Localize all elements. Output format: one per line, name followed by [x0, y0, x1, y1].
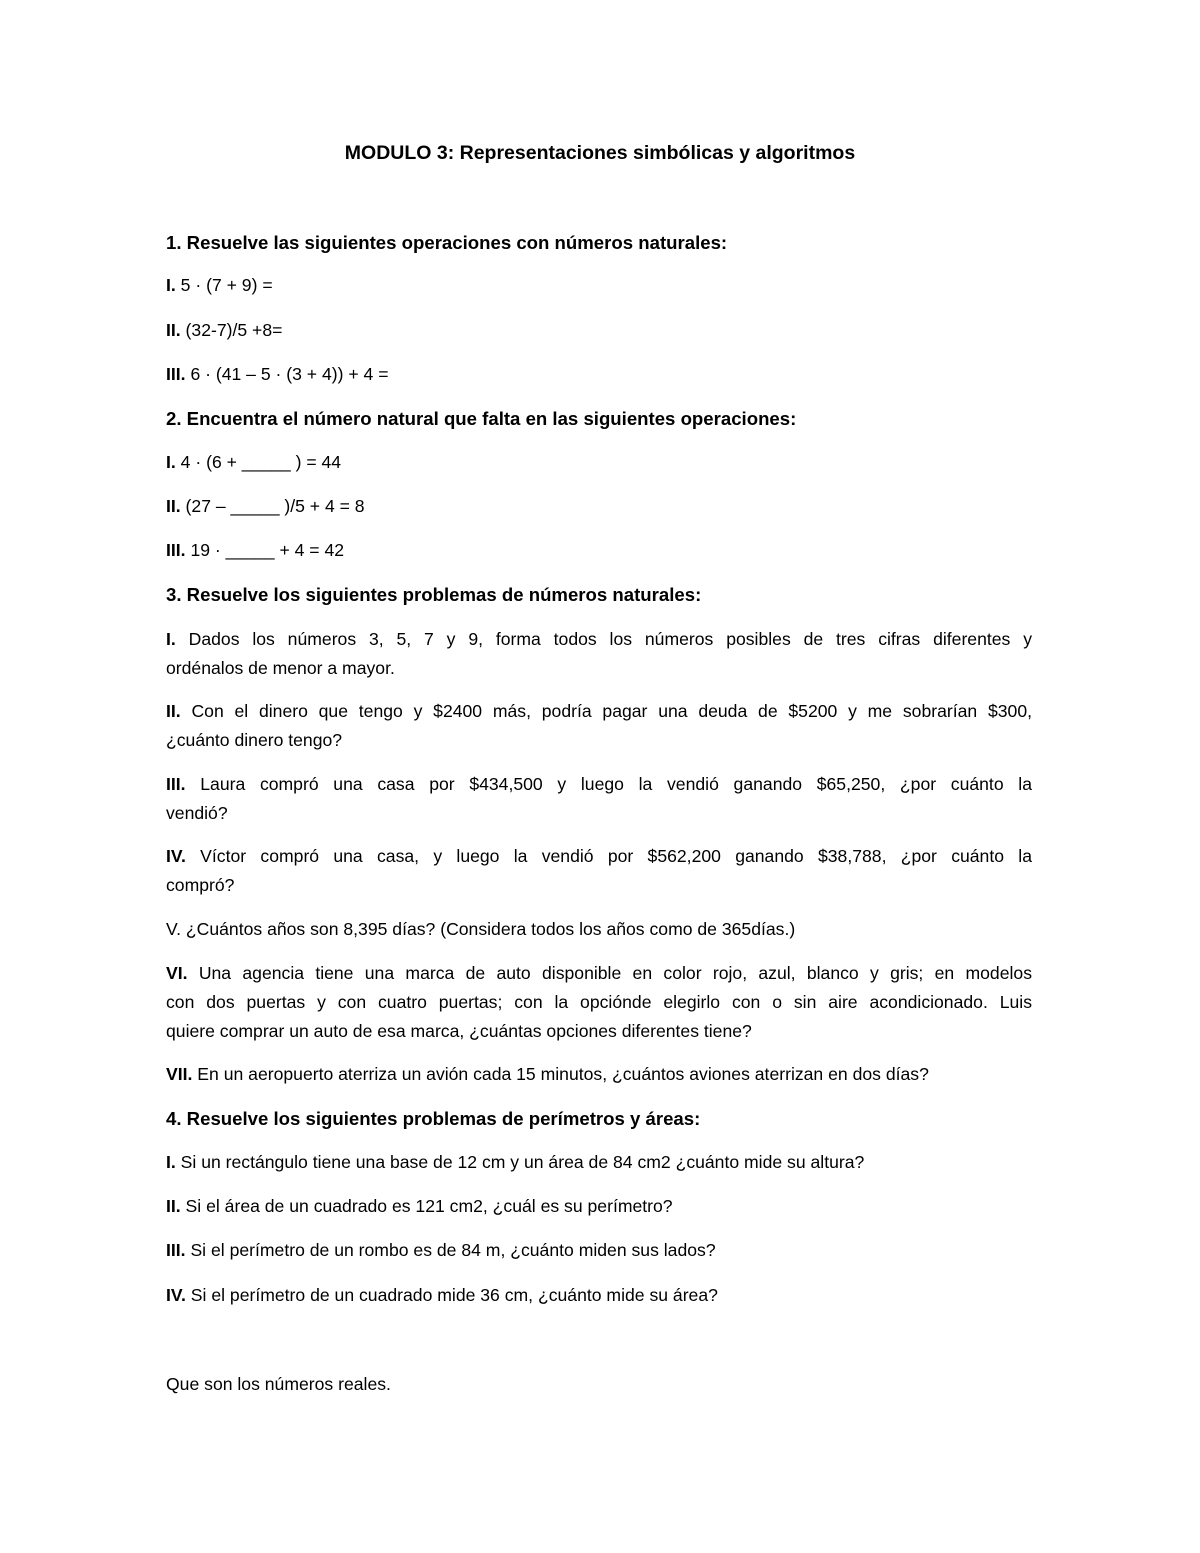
problem-3-iv [166, 842, 1032, 900]
problem-line [166, 697, 1032, 726]
item-number: II. [166, 1196, 181, 1216]
item-number: III. [166, 774, 186, 794]
problem-3-iii [166, 770, 1032, 828]
item-text: Si un rectángulo tiene una base de 12 cm y un área de 84 cm2 ¿cuánto mide su altura? [175, 1152, 865, 1172]
item-number: I. [166, 452, 176, 472]
item-number: III. [166, 1240, 186, 1260]
problem-line [166, 625, 1032, 654]
item-text: Con el dinero que tengo y $2400 más, podría pagar una deuda de $5200 y me sobrarían $300, [180, 701, 1032, 721]
item-text: 5 · (7 + 9) = [175, 275, 273, 295]
problem-line: compró? [166, 875, 235, 895]
item-number: III. [166, 364, 186, 384]
item-text: Dados los números 3, 5, 7 y 9, forma todos los números posibles de tres cifras diferentes y [175, 629, 1032, 649]
item-text: 4 · (6 + _____ ) = 44 [175, 452, 342, 472]
problem-4-ii [166, 1192, 1032, 1221]
problem-line: con dos puertas y con cuatro puertas; con la opciónde elegirlo con o sin aire acondicionado. Luis [166, 992, 1032, 1012]
problem-3-vii [166, 1060, 1032, 1089]
item-text: (27 – _____ )/5 + 4 = 8 [180, 496, 365, 516]
problem-3-i [166, 625, 1032, 683]
item-text: ¿Cuántos años son 8,395 días? (Considera todos los años como de 365días.) [181, 919, 796, 939]
exercise-1-iii [166, 360, 1032, 389]
item-text: Si el área de un cuadrado es 121 cm2, ¿cuál es su perímetro? [180, 1196, 673, 1216]
problem-line [166, 842, 1032, 871]
item-text: Si el perímetro de un cuadrado mide 36 cm, ¿cuánto mide su área? [185, 1285, 718, 1305]
exercise-2-i [166, 448, 1032, 477]
item-number: II. [166, 701, 181, 721]
item-text: 19 · _____ + 4 = 42 [185, 540, 345, 560]
item-text: Laura compró una casa por $434,500 y luego la vendió ganando $65,250, ¿por cuánto la [185, 774, 1032, 794]
item-number: IV. [166, 846, 186, 866]
page-title: MODULO 3: Representaciones simbólicas y algoritmos [344, 142, 856, 164]
item-number: I. [166, 1152, 176, 1172]
problem-3-vi [166, 959, 1032, 1046]
section-2-heading: 2. Encuentra el número natural que falta en las siguientes operaciones: [166, 408, 797, 429]
problem-line: quiere comprar un auto de esa marca, ¿cuántas opciones diferentes tiene? [166, 1021, 752, 1041]
problem-4-iv [166, 1281, 1032, 1310]
section-1-heading: 1. Resuelve las siguientes operaciones con números naturales: [166, 232, 728, 253]
closing-question: Que son los números reales. [166, 1374, 391, 1394]
item-number: II. [166, 320, 181, 340]
item-text: (32-7)/5 +8= [180, 320, 283, 340]
section-3-heading: 3. Resuelve los siguientes problemas de números naturales: [166, 584, 702, 605]
item-number: IV. [166, 1285, 186, 1305]
problem-4-iii [166, 1236, 1032, 1265]
exercise-1-i [166, 271, 1032, 300]
problem-3-v [166, 915, 1032, 944]
section-4-heading: 4. Resuelve los siguientes problemas de perímetros y áreas: [166, 1108, 701, 1129]
problem-3-ii [166, 697, 1032, 755]
item-number: I. [166, 629, 176, 649]
item-text: Una agencia tiene una marca de auto disponible en color rojo, azul, blanco y gris; en modelos [187, 963, 1032, 983]
problem-4-i [166, 1148, 1032, 1177]
item-number: VI. [166, 963, 188, 983]
problem-line: ¿cuánto dinero tengo? [166, 730, 343, 750]
item-number: III. [166, 540, 186, 560]
problem-line: ordénalos de menor a mayor. [166, 658, 395, 678]
problem-line [166, 770, 1032, 799]
item-number: II. [166, 496, 181, 516]
problem-line: vendió? [166, 803, 228, 823]
item-text: Víctor compró una casa, y luego la vendió por $562,200 ganando $38,788, ¿por cuánto la [185, 846, 1032, 866]
item-number: VII. [166, 1064, 193, 1084]
exercise-2-ii [166, 492, 1032, 521]
item-text: En un aeropuerto aterriza un avión cada 15 minutos, ¿cuántos aviones aterrizan en dos días? [192, 1064, 929, 1084]
exercise-2-iii [166, 536, 1032, 565]
exercise-1-ii [166, 316, 1032, 345]
item-number: V. [166, 919, 182, 939]
item-text: Si el perímetro de un rombo es de 84 m, ¿cuánto miden sus lados? [185, 1240, 716, 1260]
item-number: I. [166, 275, 176, 295]
item-text: 6 · (41 – 5 · (3 + 4)) + 4 = [185, 364, 389, 384]
problem-line [166, 959, 1032, 988]
